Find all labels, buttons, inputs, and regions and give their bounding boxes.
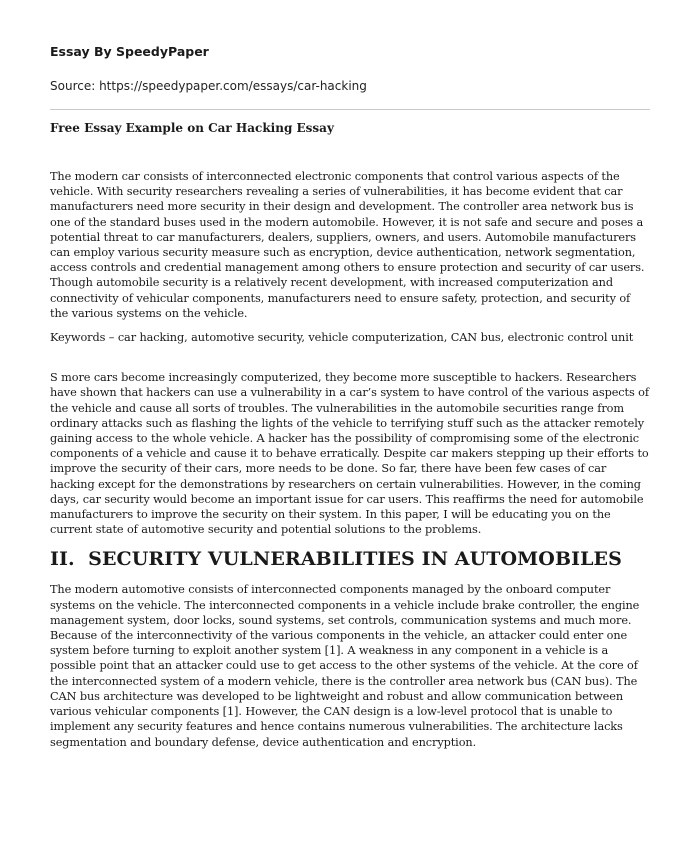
- section-heading: II. SECURITY VULNERABILITIES IN AUTOMOBILES: [50, 548, 622, 571]
- essay-title: Free Essay Example on Car Hacking Essay: [50, 121, 334, 135]
- spacer: [50, 321, 650, 330]
- brand-title: Essay By SpeedyPaper: [50, 44, 209, 59]
- section-body-paragraph: The modern automotive consists of interconnected components managed by the onboard computer systems on the vehicle. The interconnected components in a vehicle include brake controller, the engine management system, door locks, sound systems, set controls, communication systems and much more. Because of the interconnectivity of the various components in the vehicle, an attacker could enter one system before turning to exploit another system [1]. A weakness in any component in a vehicle is a possible point that an attacker could use to get access to the other systems of the vehicle. At the core of the interconnected system of a modern vehicle, there is the controller area network bus (CAN bus). The CAN bus architecture was developed to be lightweight and robust and allow communication between various vehicular components [1]. However, the CAN design is a low-level protocol that is unable to implement any security features and hence contains numerous vulnerabilities. The architecture lacks segmentation and boundary defense, device authentication and encryption.: [50, 583, 640, 749]
- source-link[interactable]: Source: https://speedypaper.com/essays/car-hacking: [50, 79, 367, 93]
- intro-paragraph: S more cars become increasingly computerized, they become more susceptible to hackers. Researchers have shown that hackers can use a vulnerability in a car’s system to have control of the various aspects of the vehicle and cause all sorts of troubles. The vulnerabilities in the automobile securities range from ordinary attacks such as flashing the lights of the vehicle to terrifying stuff such as the attacker remotely gaining access to the whole vehicle. A hacker has the possibility of compromising some of the electronic components of a vehicle and cause it to behave erratically. Despite car makers stepping up their efforts to improve the security of their cars, more needs to be done. So far, there have been few cases of car hacking except for the demonstrations by researchers on certain vulnerabilities. However, in the coming days, car security would become an important issue for car users. This reaffirms the need for automobile manufacturers to improve the security on their system. In this paper, I will be educating you on the current state of automotive security and potential solutions to the problems.: [50, 371, 649, 537]
- spacer: [50, 345, 650, 370]
- divider: [50, 109, 650, 110]
- abstract-paragraph: The modern car consists of interconnected electronic components that control various aspects of the vehicle. With security researchers revealing a series of vulnerabilities, it has become evident that car manufacturers need more security in their design and development. The controller area network bus is one of the standard buses used in the modern automobile. However, it is not safe and secure and poses a potential threat to car manufacturers, dealers, suppliers, owners, and users. Automobile manufacturers can employ various security measure such as encryption, device authentication, network segmentation, access controls and credential management among others to ensure protection and security of car users. Though automobile security is a relatively recent development, with increased computerization and connectivity of vehicular components, manufacturers need to ensure safety, protection, and security of the various systems on the vehicle.: [50, 170, 645, 320]
- keywords-paragraph: Keywords – car hacking, automotive security, vehicle computerization, CAN bus, electronic control unit: [50, 331, 634, 345]
